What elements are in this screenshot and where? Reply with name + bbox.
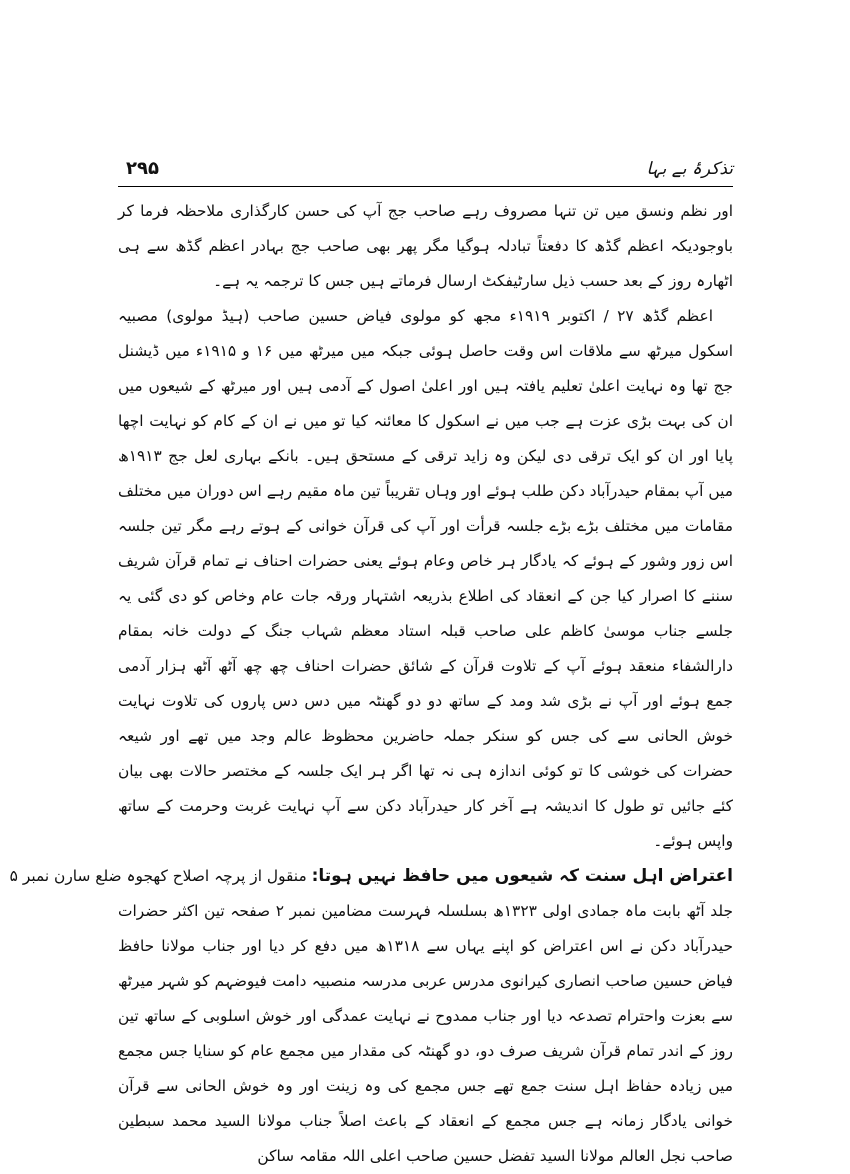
page-header (118, 158, 733, 186)
paragraph-1: اور نظم ونسق میں تن تنہا مصروف رہے صاحب جج آپ کی حسن کارگذاری ملاحظہ فرما کر باوجودیکہ اعظم گڈھ کا دفعتاً تبادلہ ہوگیا مگر پھر بھی صاحب جج بہادر اعظم گڈھ سے ہی اٹھارہ روز کے بعد حسب ذیل سارٹیفکٹ ارسال فرماتے ہیں جس کا ترجمہ یہ ہے۔ (118, 202, 733, 290)
page-number: ۲۹۵ (126, 158, 159, 179)
section-heading: اعتراض اہل سنت کہ شیعوں میں حافظ نہیں ہوتا: (311, 866, 733, 886)
page-body (9, 194, 734, 1174)
section-source: منقول از پرچہ اصلاح کھجوہ ضلع سارن نمبر ۵ (9, 867, 307, 885)
section-heading-line (9, 859, 733, 894)
section-text: جلد آٹھ بابت ماہ جمادی اولی ۱۳۲۳ھ بسلسلہ فہرست مضامین نمبر ۲ صفحہ تین اکثر حضرات حیدرآباد دکن نے اس اعتراض کو اپنے یہاں سے ۱۳۱۸ھ میں دفع کر دیا اور جناب مولانا حافظ فیاض حسین صاحب انصاری کیرانوی مدرس عربی مدرسہ منصبیہ دامت فیوضہم کو شہر میرٹھ سے بعزت واحترام تصدعہ دیا اور جناب ممدوح نے نہایت عمدگی اور خوش اسلوبی کے ساتھ تین روز کے اندر تمام قرآن شریف صرف دو، دو گھنٹہ کی مقدار میں مجمع عام کو سنایا جس مجمع میں زیادہ حفاظ اہل سنت جمع تھے جس مجمع کی وہ زینت اور وہ خوش الحانی سے قرآن خوانی یادگار زمانہ ہے جس مجمع کے انعقاد کے باعث اصلاً جناب مولانا السید محمد سبطین صاحب نجل العالم مولانا السید تفضل حسین صاحب اعلی اللہ مقامہ ساکن (118, 902, 733, 1165)
running-title: تذکرۂ بے بہا (646, 159, 733, 179)
header-rule (118, 186, 733, 187)
paragraph-2: اعظم گڈھ ۲۷ / اکتوبر ۱۹۱۹ء مجھ کو مولوی فیاض حسین صاحب (ہیڈ مولوی) مصبیہ اسکول میرٹھ سے ملاقات اس وقت حاصل ہوئی جبکہ میں میرٹھ میں ۱۶ و ۱۹۱۵ء میں ڈیشنل جج تھا وہ نہایت اعلیٰ تعلیم یافتہ ہیں اور اعلیٰ اصول کے آدمی ہیں اور میرٹھ کے شیعوں میں ان کی بہت بڑی عزت ہے جب میں نے اسکول کا معائنہ کیا تو میں نے ان کے کام کو نہایت اچھا پایا اور ان کو ایک ترقی دی لیکن وہ زاید ترقی کے مستحق ہیں۔ بانکے بہاری لعل جج ۱۹۱۳ھ میں آپ بمقام حیدرآباد دکن طلب ہوئے اور وہاں تقریباً تین ماہ مقیم رہے اس دوران میں مختلف مقامات میں مختلف بڑے بڑے جلسہ قرأت اور آپ کی قرآن خوانی کے ہوتے رہے مگر تین جلسہ اس زور وشور کے ہوئے کہ یادگار ہر خاص وعام ہوئے یعنی حضرات احناف نے تمام قرآن شریف سننے کا اصرار کیا جن کے انعقاد کی اطلاع بذریعہ اشتہار ورقہ جات عام وخاص کو دی گئی یہ جلسے جناب موسیٰ کاظم علی صاحب قبلہ استاد معظم شہاب جنگ کے دولت خانہ بمقام دارالشفاء منعقد ہوئے آپ کے تلاوت قرآن کے شائق حضرات احناف چھ چھ آٹھ آٹھ ہزار آدمی جمع ہوئے اور آپ نے بڑی شد ومد کے ساتھ دو دو گھنٹہ میں دس دس پاروں کی تلاوت نہایت خوش الحانی سے کی جس کو سنکر جملہ حاضرین محظوظ عالم وجد میں تھے اور شیعہ حضرات کی خوشی کا تو کوئی اندازہ ہی نہ تھا اگر ہر ایک جلسہ کے مختصر حالات بھی بیان کئے جائیں تو طول کا اندیشہ ہے آخر کار حیدرآباد دکن سے آپ نہایت غربت وحرمت کے ساتھ واپس ہوئے۔ (118, 307, 734, 850)
